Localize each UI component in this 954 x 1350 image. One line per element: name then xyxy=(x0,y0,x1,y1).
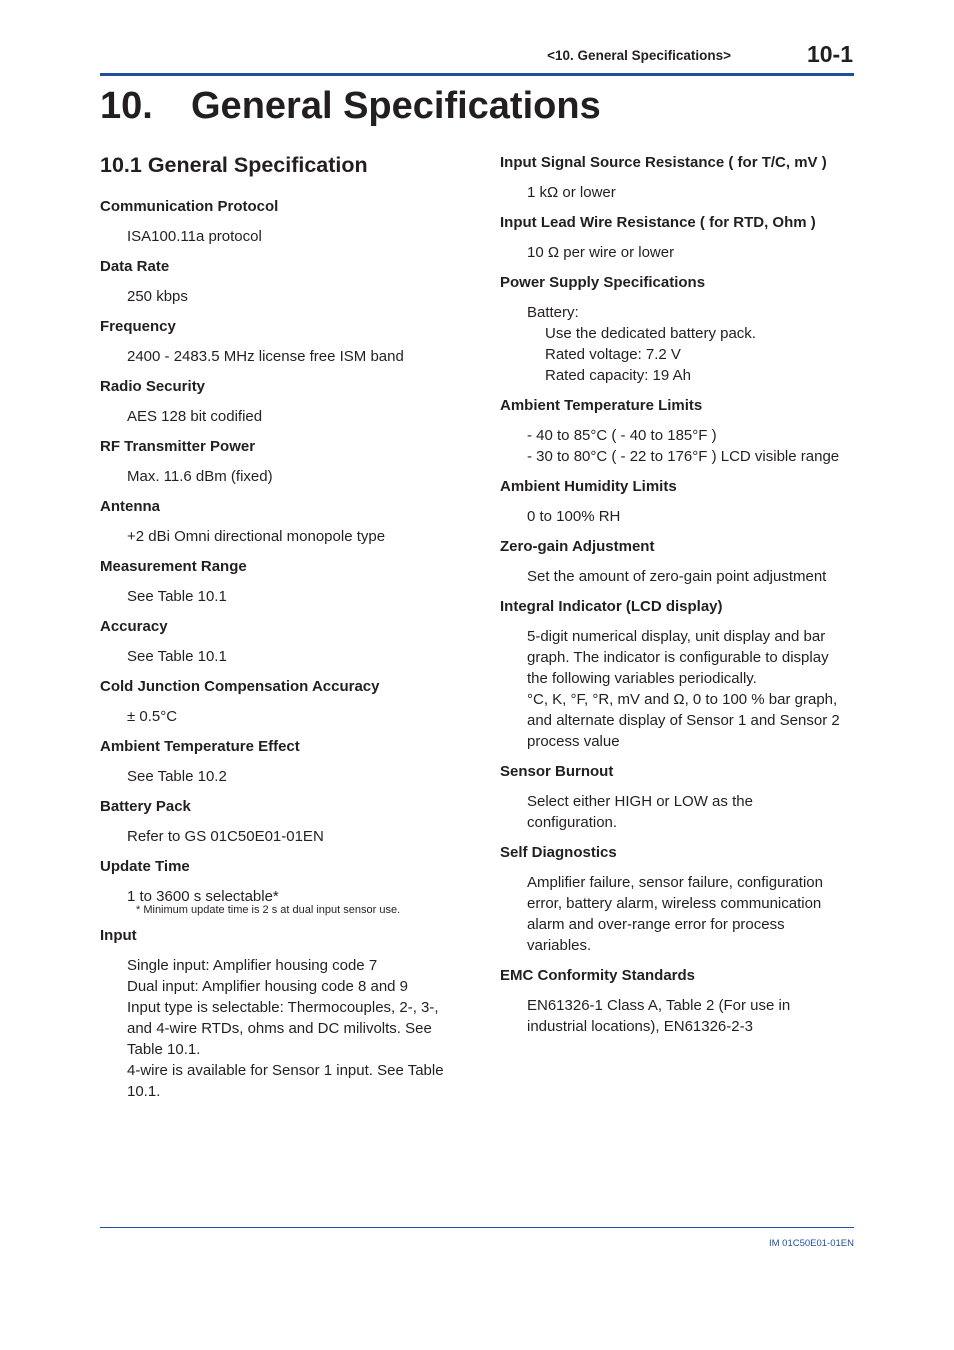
spec-value xyxy=(127,466,470,487)
spec-label: EMC Conformity Standards xyxy=(500,967,696,984)
spec-value xyxy=(527,995,860,1037)
right-spec-list xyxy=(500,152,860,1037)
spec-value xyxy=(127,886,470,916)
spec-value-line: EN61326-1 Class A, Table 2 (For use in xyxy=(527,997,791,1014)
spec-value-line: Battery: xyxy=(527,304,579,321)
spec-value-line: - 30 to 80°C ( - 22 to 176°F ) LCD visible range xyxy=(527,448,840,465)
spec-value xyxy=(127,526,470,547)
left-spec-list xyxy=(100,196,470,1102)
section-title: 10.1 General Specification xyxy=(100,153,368,177)
spec-value xyxy=(527,566,860,587)
spec-accuracy xyxy=(100,616,470,667)
spec-value xyxy=(527,242,860,263)
spec-label: Update Time xyxy=(100,858,190,875)
spec-zero-gain-adjustment xyxy=(500,536,860,587)
spec-label: Radio Security xyxy=(100,378,206,395)
spec-input-signal-source-resistance-for-t-c-mv xyxy=(500,152,860,203)
spec-value-line: 10 Ω per wire or lower xyxy=(527,244,675,261)
spec-value-line: See Table 10.2 xyxy=(127,768,227,785)
spec-label: Antenna xyxy=(100,498,160,515)
spec-update-time xyxy=(100,856,470,916)
spec-value xyxy=(127,406,470,427)
spec-integral-indicator-lcd-display xyxy=(500,596,860,752)
spec-label: Accuracy xyxy=(100,618,168,635)
running-header-title: <10. General Specifications> xyxy=(547,48,731,63)
page-number: 10-1 xyxy=(806,41,853,67)
spec-ambient-temperature-effect xyxy=(100,736,470,787)
spec-label: Zero-gain Adjustment xyxy=(500,538,655,555)
spec-value-line: 10.1. xyxy=(127,1083,161,1100)
spec-value-line: See Table 10.1 xyxy=(127,648,227,665)
spec-value xyxy=(127,286,470,307)
left-column xyxy=(100,150,470,1111)
spec-ambient-temperature-limits xyxy=(500,395,860,467)
spec-value-line: configuration. xyxy=(527,814,618,831)
spec-value-line: Amplifier failure, sensor failure, configuration xyxy=(527,874,823,891)
spec-value-line: process value xyxy=(527,733,620,750)
spec-communication-protocol xyxy=(100,196,470,247)
spec-value-line: +2 dBi Omni directional monopole type xyxy=(127,528,386,545)
spec-battery-pack xyxy=(100,796,470,847)
spec-radio-security xyxy=(100,376,470,427)
spec-label: Input xyxy=(100,927,137,944)
spec-value-line: Select either HIGH or LOW as the xyxy=(527,793,753,810)
spec-value xyxy=(127,346,470,367)
spec-value-line: 1 kΩ or lower xyxy=(527,184,616,201)
spec-value-line: variables. xyxy=(527,937,592,954)
spec-input-lead-wire-resistance-for-rtd-ohm xyxy=(500,212,860,263)
spec-value-line: AES 128 bit codified xyxy=(127,408,263,425)
spec-label: RF Transmitter Power xyxy=(100,438,256,455)
spec-value xyxy=(527,791,860,833)
spec-value xyxy=(527,302,860,386)
spec-value-line: Table 10.1. xyxy=(127,1041,201,1058)
spec-footnote: * Minimum update time is 2 s at dual input sensor use. xyxy=(136,904,401,916)
spec-value-line: the following variables periodically. xyxy=(527,670,757,687)
spec-value xyxy=(127,766,470,787)
spec-value-line: 250 kbps xyxy=(127,288,188,305)
spec-value-line: alarm and over-range error for process xyxy=(527,916,785,933)
spec-value-line: 0 to 100% RH xyxy=(527,508,621,525)
spec-rf-transmitter-power xyxy=(100,436,470,487)
spec-label: Input Lead Wire Resistance ( for RTD, Ohm ) xyxy=(500,214,816,231)
spec-antenna xyxy=(100,496,470,547)
spec-value-line: Single input: Amplifier housing code 7 xyxy=(127,957,378,974)
spec-data-rate xyxy=(100,256,470,307)
spec-measurement-range xyxy=(100,556,470,607)
spec-value xyxy=(527,872,860,956)
spec-value-line: error, battery alarm, wireless communication xyxy=(527,895,822,912)
spec-label: Integral Indicator (LCD display) xyxy=(500,598,723,615)
spec-label: Communication Protocol xyxy=(100,198,279,215)
chapter-title xyxy=(100,82,601,130)
spec-value xyxy=(127,646,470,667)
spec-input xyxy=(100,925,470,1102)
spec-label: Sensor Burnout xyxy=(500,763,614,780)
header-rule xyxy=(100,73,854,76)
spec-ambient-humidity-limits xyxy=(500,476,860,527)
spec-value-line: 2400 - 2483.5 MHz license free ISM band xyxy=(127,348,404,365)
spec-value xyxy=(127,226,470,247)
right-column xyxy=(500,152,860,1046)
document-number: IM 01C50E01-01EN xyxy=(768,1238,854,1249)
spec-value xyxy=(527,182,860,203)
spec-value-line: Input type is selectable: Thermocouples, 2-, 3-, xyxy=(127,999,439,1016)
spec-value-line: graph. The indicator is configurable to display xyxy=(527,649,829,666)
spec-label: Battery Pack xyxy=(100,798,191,815)
spec-label: Ambient Temperature Limits xyxy=(500,397,703,414)
spec-value xyxy=(527,506,860,527)
spec-value-subline: Rated voltage: 7.2 V xyxy=(545,346,681,363)
spec-label: Input Signal Source Resistance ( for T/C, mV ) xyxy=(500,154,827,171)
chapter-title-text: General Specifications xyxy=(191,85,601,127)
spec-value xyxy=(127,955,470,1102)
spec-value-line: Refer to GS 01C50E01-01EN xyxy=(127,828,324,845)
spec-value-line: Max. 11.6 dBm (fixed) xyxy=(127,468,273,485)
spec-value xyxy=(527,425,860,467)
footer-rule xyxy=(100,1227,854,1228)
spec-value-line: and 4-wire RTDs, ohms and DC milivolts. See xyxy=(127,1020,432,1037)
spec-label: Cold Junction Compensation Accuracy xyxy=(100,678,380,695)
spec-emc-conformity-standards xyxy=(500,965,860,1037)
spec-value-line: 4-wire is available for Sensor 1 input. See Table xyxy=(127,1062,444,1079)
spec-label: Measurement Range xyxy=(100,558,247,575)
spec-value xyxy=(127,826,470,847)
spec-value-subline: Use the dedicated battery pack. xyxy=(545,325,756,342)
spec-self-diagnostics xyxy=(500,842,860,956)
chapter-number: 10. xyxy=(100,85,153,127)
spec-value xyxy=(127,586,470,607)
spec-value-line: 1 to 3600 s selectable* xyxy=(127,888,279,905)
spec-value-line: Dual input: Amplifier housing code 8 and 9 xyxy=(127,978,409,995)
spec-value-subline: Rated capacity: 19 Ah xyxy=(545,367,691,384)
spec-value-line: and alternate display of Sensor 1 and Sensor 2 xyxy=(527,712,840,729)
spec-value-line: 5-digit numerical display, unit display and bar xyxy=(527,628,826,645)
spec-value-line: ISA100.11a protocol xyxy=(127,228,262,245)
spec-label: Ambient Temperature Effect xyxy=(100,738,300,755)
spec-value-line: industrial locations), EN61326-2-3 xyxy=(527,1018,753,1035)
spec-value-line: ± 0.5°C xyxy=(127,708,178,725)
spec-cold-junction-compensation-accuracy xyxy=(100,676,470,727)
spec-value-line: Set the amount of zero-gain point adjustment xyxy=(527,568,827,585)
spec-label: Ambient Humidity Limits xyxy=(500,478,677,495)
spec-value-line: °C, K, °F, °R, mV and Ω, 0 to 100 % bar graph, xyxy=(527,691,838,708)
spec-sensor-burnout xyxy=(500,761,860,833)
spec-label: Power Supply Specifications xyxy=(500,274,706,291)
spec-label: Data Rate xyxy=(100,258,170,275)
spec-value xyxy=(527,626,860,752)
spec-frequency xyxy=(100,316,470,367)
spec-value-line: - 40 to 85°C ( - 40 to 185°F ) xyxy=(527,427,717,444)
spec-value xyxy=(127,706,470,727)
spec-power-supply-specifications xyxy=(500,272,860,386)
spec-value-line: See Table 10.1 xyxy=(127,588,227,605)
spec-label: Frequency xyxy=(100,318,176,335)
spec-label: Self Diagnostics xyxy=(500,844,617,861)
